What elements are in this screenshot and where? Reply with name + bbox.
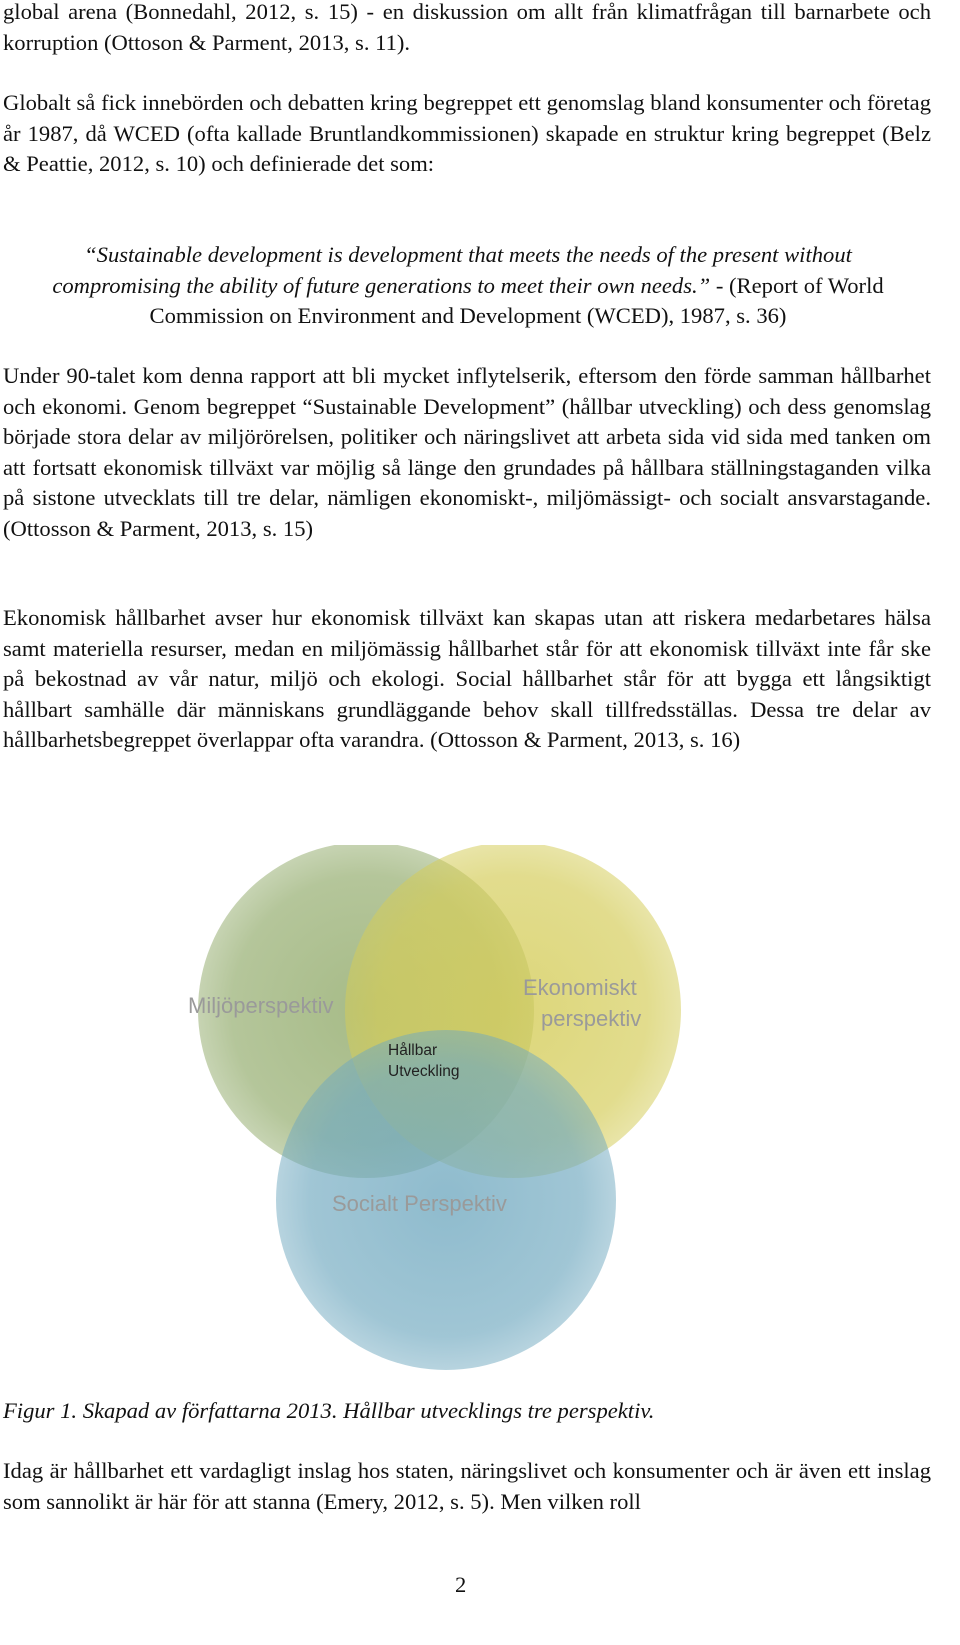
page-number: 2 <box>455 1572 467 1597</box>
figure-caption: Figur 1. Skapad av författarna 2013. Hållbar utvecklings tre perspektiv. <box>3 1398 655 1423</box>
paragraph-wced: Globalt så fick innebörden och debatten kring begreppet ett genomslag bland konsumenter och företag år 1987, då WCED (ofta kallade Bruntlandkommissionen) skapade en struktur kring begreppet (Belz & Peattie, 2012, s. 10) och definierade det som: <box>3 90 931 177</box>
environment-label: Miljöperspektiv <box>188 993 334 1018</box>
paragraph-intro-continued: global arena (Bonnedahl, 2012, s. 15) - en diskussion om allt från klimatfrågan till barnarbete och korruption (Ottoson & Parment, 2013, s. 11). <box>3 0 931 55</box>
block-quote <box>18 240 918 332</box>
social-label: Socialt Perspektiv <box>332 1191 507 1216</box>
paragraph-dimensions: Ekonomisk hållbarhet avser hur ekonomisk tillväxt kan skapas utan att riskera medarbetares hälsa samt materiella resurser, medan en miljömässig hållbarhet står för att ekonomisk tillväxt inte får ske på bekostnad av vår natur, miljö och ekologi. Social hållbarhet står för att bygga ett långsiktigt hållbart samhälle där människans grundläggande behov skall tillfredsställas. Dessa tre delar av hållbarhetsbegreppet överlappar ofta varandra. (Ottosson & Parment, 2013, s. 16) <box>3 605 931 753</box>
venn-diagram <box>168 845 688 1645</box>
venn-shapes <box>168 845 688 1645</box>
economic-label-line2: perspektiv <box>541 1006 642 1031</box>
paragraph-closing: Idag är hållbarhet ett vardagligt inslag hos staten, näringslivet och konsumenter och är även ett inslag som sannolikt är här för att stanna (Emery, 2012, s. 5). Men vilken roll <box>3 1458 931 1514</box>
center-label-line2: Utveckling <box>388 1063 460 1080</box>
economic-label-line1: Ekonomiskt <box>523 975 637 1000</box>
quote-text: “Sustainable development is development that meets the needs of the present without compromising the ability of future generations to meet their own needs.” <box>52 242 852 298</box>
center-label-line1: Hållbar <box>388 1042 438 1059</box>
paragraph-nineties: Under 90-talet kom denna rapport att bli mycket inflytelserik, eftersom den förde samman hållbarhet och ekonomi. Genom begreppet “Sustainable Development” (hållbar utveckling) och dess genomslag började stora delar av miljörörelsen, politiker och näringslivet att arbeta sida vid sida med tanken om att fortsatt ekonomisk tillväxt var möjlig så länge den grundades på hållbara ställningstaganden vilka på sistone utvecklats till tre delar, nämligen ekonomiskt-, miljömässigt- och socialt ansvarstagande. (Ottosson & Parment, 2013, s. 15) <box>3 363 931 541</box>
quote-source: - (Report of World Commission on Environment and Development (WCED), 1987, s. 36) <box>149 272 884 329</box>
